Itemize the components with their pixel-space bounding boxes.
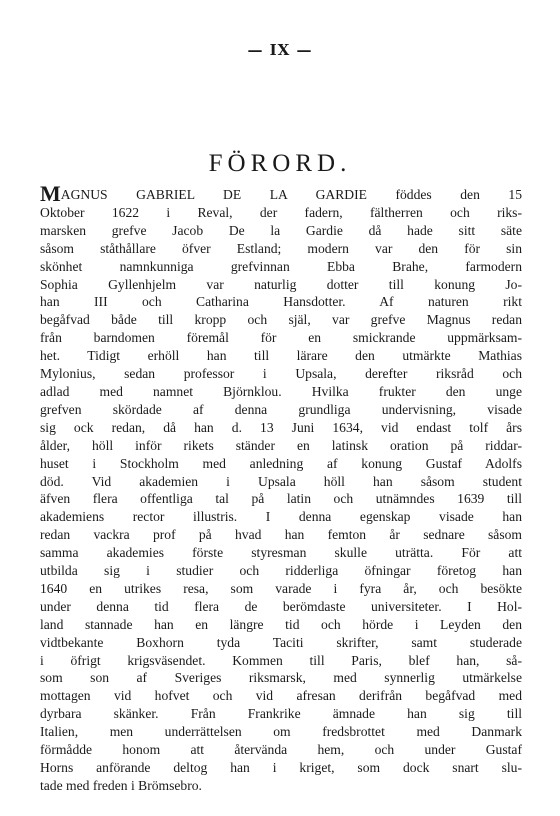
- text-line: han III och Catharina Hansdotter. Af naturen rikt: [40, 294, 522, 310]
- drop-cap-letter: M: [40, 181, 61, 206]
- text-line: grefven skördade af denna grundliga undervisning, visade: [40, 401, 522, 417]
- text-line: vidtbekante Boxhorn tyda Taciti skrifter, samt studerade: [40, 634, 522, 650]
- text-line: under denna tid flera de berömdaste universiteter. I Hol-: [40, 598, 522, 614]
- text-line: som son af Sveriges riksmarsk, med synnerlig utmärkelse: [40, 670, 522, 686]
- text-line: samma akademies förste styresman skulle uträtta. För att: [40, 545, 522, 561]
- text-line: redan vackra prof på hvad han femton år sednare såsom: [40, 527, 522, 543]
- text-line: tade med freden i Brömsebro.: [40, 777, 202, 793]
- text-line-1-rest: AGNUS GABRIEL DE LA GARDIE föddes den 15: [60, 187, 522, 202]
- text-line: Oktober 1622 i Reval, der fadern, fältherren och riks-: [40, 204, 522, 220]
- text-line: Italien, men underrättelsen om fredsbrottet med Danmark: [40, 724, 522, 740]
- text-line-1: [40, 181, 522, 206]
- text-line: från barndomen föremål för en smickrande uppmärksam-: [40, 330, 522, 346]
- text-line: skönhet namnkunniga grefvinnan Ebba Brahe, farmodern: [40, 258, 522, 274]
- text-line: utbilda sig i studier och ridderliga öfningar företog han: [40, 563, 522, 579]
- text-line: het. Tidigt erhöll han till lärare den utmärkte Mathias: [40, 348, 522, 364]
- text-line: såsom ståthållare öfver Estland; modern var den för sin: [40, 240, 522, 256]
- text-line: mottagen vid hofvet och vid afresan derifrån begåfvad med: [40, 688, 522, 704]
- text-line: adlad med namnet Björnklou. Hvilka frukter den unge: [40, 383, 522, 399]
- text-line: äfven flera offentliga tal på latin och utnämndes 1639 till: [40, 491, 522, 507]
- text-line: akademiens rector illustris. I denna egenskap visade han: [40, 509, 522, 525]
- text-line: död. Vid akademien i Upsala höll han såsom student: [40, 473, 522, 489]
- page-number: — IX —: [247, 41, 313, 59]
- text-line: dyrbara skänker. Från Frankrike ämnade han sig till: [40, 706, 522, 722]
- text-line: Horns anförande deltog han i kriget, som dock snart slu-: [40, 760, 522, 775]
- text-line: ålder, höll inför rikets ständer en latinsk oration på riddar-: [40, 437, 522, 453]
- text-line: marsken grefve Jacob De la Gardie då hade sitt säte: [40, 222, 522, 238]
- text-line: land stannade han en längre tid och hörde i Leyden den: [40, 616, 522, 632]
- text-line: huset i Stockholm med anledning af konung Gustaf Adolfs: [40, 455, 522, 471]
- text-line: sig ock redan, då han d. 13 Juni 1634, vid endast tolf års: [40, 419, 522, 435]
- text-line: förmådde honom att återvända hem, och under Gustaf: [40, 742, 522, 758]
- body-paragraph: [40, 181, 522, 795]
- page-heading: FÖRORD.: [208, 150, 352, 177]
- text-line: 1640 en utrikes resa, som varade i fyra år, och besökte: [40, 580, 522, 596]
- text-line: Mylonius, sedan professor i Upsala, derefter riksråd och: [40, 366, 522, 382]
- text-line: Sophia Gyllenhjelm var naturlig dotter till konung Jo-: [40, 276, 522, 292]
- text-line: begåfvad både till kropp och själ, var grefve Magnus redan: [40, 312, 522, 328]
- text-line: i öfrigt krigsväsendet. Kommen till Paris, blef han, så-: [40, 652, 522, 668]
